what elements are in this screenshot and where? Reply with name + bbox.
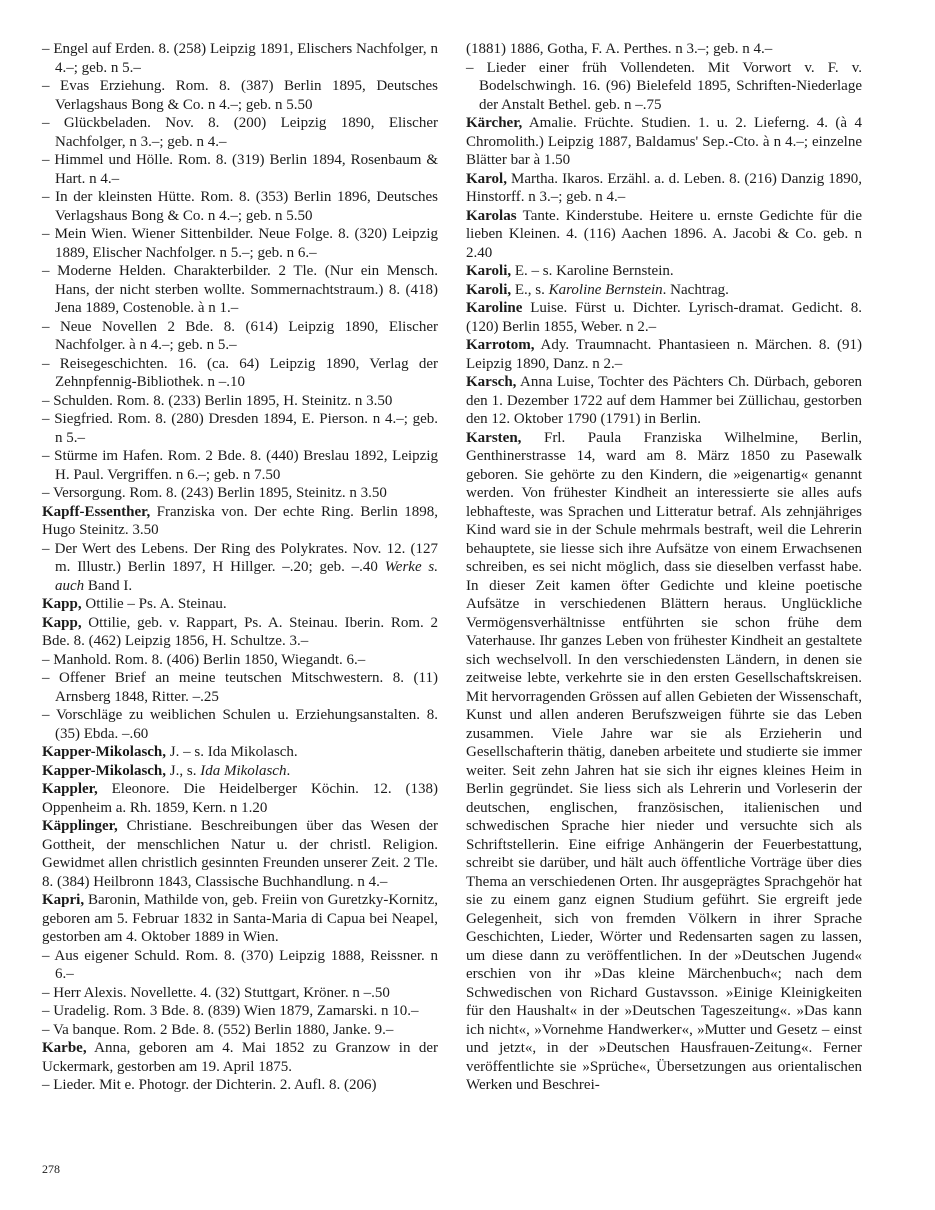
author-entry [42, 595, 438, 614]
author-entry [42, 1039, 438, 1076]
author-entry [42, 614, 438, 651]
column-left [42, 40, 438, 1095]
work-entry [42, 1002, 438, 1021]
work-entry [42, 1021, 438, 1040]
work-entry [42, 355, 438, 392]
entry-text: Amalie. Früchte. Studien. 1. u. 2. Lieferng. 4. (à 4 Chromolith.) Leipzig 1887, Baldamus' Sep.-Cto. à n 4.–; einzelne Blätter bar à 1.50 [466, 115, 862, 168]
column-right [466, 40, 862, 1095]
entry-continuation [466, 40, 862, 59]
entry-text: – Va banque. Rom. 2 Bde. 8. (552) Berlin 1880, Janke. 9.– [42, 1021, 394, 1038]
entry-author-name: Karsch, [466, 374, 517, 390]
work-entry [42, 410, 438, 447]
entry-text: . [286, 762, 291, 779]
entry-text: – Vorschläge zu weiblichen Schulen u. Erziehungsanstalten. 8. (35) Ebda. –.60 [42, 707, 438, 742]
author-entry [42, 780, 438, 817]
entry-author-name: Käpplinger, [42, 818, 118, 834]
entry-author-name: Karsten, [466, 429, 522, 446]
entry-text: Ottilie – Ps. A. Steinau. [81, 596, 227, 612]
entry-text: – Neue Novellen 2 Bde. 8. (614) Leipzig 1890, Elischer Nachfolger. à n 4.–; geb. n 5.– [42, 318, 438, 353]
entry-text: – Lieder. Mit e. Photogr. der Dichterin. 2. Aufl. 8. (206) [42, 1077, 377, 1093]
text-columns [42, 40, 862, 1095]
author-entry [42, 817, 438, 891]
entry-text: – Mein Wien. Wiener Sittenbilder. Neue Folge. 8. (320) Leipzig 1889, Elischer Nachfolger. n 5.–; geb. n 6.– [42, 226, 438, 261]
entry-author-name: Karoline [466, 300, 523, 316]
author-entry [466, 262, 862, 281]
entry-text: Tante. Kinderstube. Heitere u. ernste Gedichte für die lieben Kleinen. 4. (116) Aachen 1896. A. Jacobi & Co. geb. n 2.40 [466, 207, 862, 261]
entry-text: J., s. [166, 762, 201, 779]
entry-text: – In der kleinsten Hütte. Rom. 8. (353) Berlin 1896, Deutsches Verlagshaus Bong & Co. n 4.–; geb. n 5.50 [42, 189, 438, 224]
work-entry [42, 225, 438, 262]
entry-author-name: Kapp, [42, 614, 82, 631]
entry-italic-text: Werke s. auch [55, 559, 438, 594]
entry-text: (1881) 1886, Gotha, F. A. Perthes. n 3.–; geb. n 4.– [466, 41, 773, 57]
entry-text: Baronin, Mathilde von, geb. Freiin von Guretzky-Kornitz, geboren am 5. Februar 1832 in Santa-Maria di Capua bei Neapel, gestorben am 4. Oktober 1889 in Wien. [42, 892, 438, 945]
entry-author-name: Kapp, [42, 596, 82, 612]
page-number: 278 [42, 1162, 60, 1176]
work-entry [42, 706, 438, 743]
entry-text: – Evas Erziehung. Rom. 8. (387) Berlin 1895, Deutsches Verlagshaus Bong & Co. n 4.–; geb. n 5.50 [42, 78, 438, 113]
entry-author-name: Karbe, [42, 1040, 87, 1056]
entry-author-name: Kapper-Mikolasch, [42, 762, 167, 779]
entry-text: E., s. [511, 281, 549, 298]
entry-text: – Herr Alexis. Novellette. 4. (32) Stuttgart, Kröner. n –.50 [42, 984, 390, 1001]
entry-text: Anna, geboren am 4. Mai 1852 zu Granzow in der Uckermark, gestorben am 19. April 1875. [42, 1040, 438, 1075]
author-entry [42, 503, 438, 540]
entry-text: Anna Luise, Tochter des Pächters Ch. Dürbach, geboren den 1. Dezember 1722 auf dem Hammer bei Züllichau, gestorben den 12. Oktober 1790 (1791) in Berlin. [466, 374, 862, 427]
entry-text: Ottilie, geb. v. Rappart, Ps. A. Steinau. Iberin. Rom. 2 Bde. 8. (462) Leipzig 1856, H. Schultze. 3.– [42, 614, 438, 649]
author-entry [42, 891, 438, 947]
author-entry [466, 299, 862, 336]
entry-text: – Himmel und Hölle. Rom. 8. (319) Berlin 1894, Rosenbaum & Hart. n 4.– [42, 152, 438, 187]
entry-text: – Lieder einer früh Vollendeten. Mit Vorwort v. F. v. Bodelschwingh. 16. (96) Bielefeld 1895, Schriften-Niederlage der Anstalt Bethel. geb. n –.75 [466, 59, 862, 113]
entry-author-name: Kapff-Essenther, [42, 503, 151, 520]
work-entry [466, 59, 862, 115]
entry-text: Ady. Traumnacht. Phantasieen n. Märchen. 8. (91) Leipzig 1890, Danz. n 2.– [466, 337, 862, 372]
entry-author-name: Kapri, [42, 892, 85, 908]
entry-author-name: Karoli, [466, 263, 512, 279]
entry-text: – Aus eigener Schuld. Rom. 8. (370) Leipzig 1888, Reissner. n 6.– [42, 947, 438, 982]
work-entry [42, 947, 438, 984]
entry-author-name: Karol, [466, 170, 507, 187]
work-entry [42, 392, 438, 411]
entry-text: E. – s. Karoline Bernstein. [511, 263, 674, 279]
entry-text: – Stürme im Hafen. Rom. 2 Bde. 8. (440) Breslau 1892, Leipzig H. Paul. Vergriffen. n 6.–; geb. n 7.50 [42, 448, 438, 483]
work-entry [42, 188, 438, 225]
entry-author-name: Kärcher, [466, 115, 523, 131]
entry-text: Christiane. Beschreibungen über das Wesen der Gottheit, der menschlichen Natur u. der christl. Religion. Gewidmet allen christlich gesinnten Freunden unserer Zeit. 2 Tle. 8. (384) Heilbronn 1843, Classische Buchhandlung. n 4.– [42, 818, 438, 890]
work-entry [42, 262, 438, 318]
work-entry [42, 151, 438, 188]
entry-text: Martha. Ikaros. Erzähl. a. d. Leben. 8. (216) Danzig 1890, Hinstorff. n 3.–; geb. n 4.– [466, 170, 862, 205]
entry-text: – Siegfried. Rom. 8. (280) Dresden 1894, E. Pierson. n 4.–; geb. n 5.– [42, 411, 438, 446]
entry-text: – Offener Brief an meine teutschen Mitschwestern. 8. (11) Arnsberg 1848, Ritter. –.25 [42, 670, 438, 705]
work-entry [42, 447, 438, 484]
entry-author-name: Karoli, [466, 281, 512, 298]
author-entry [466, 207, 862, 263]
entry-text: Franziska von. Der echte Ring. Berlin 1898, Hugo Steinitz. 3.50 [42, 503, 438, 538]
entry-text: – Glückbeladen. Nov. 8. (200) Leipzig 1890, Elischer Nachfolger, n 3.–; geb. n 4.– [42, 115, 438, 150]
entry-italic-text: Ida Mikolasch [200, 762, 287, 779]
work-entry [42, 40, 438, 77]
author-entry [42, 743, 438, 762]
entry-text: – Der Wert des Lebens. Der Ring des Polykrates. Nov. 12. (127 m. Illustr.) Berlin 1897, H Hillger. –.20; geb. –.40 [42, 540, 438, 575]
work-entry [42, 651, 438, 670]
entry-text: – Versorgung. Rom. 8. (243) Berlin 1895, Steinitz. n 3.50 [42, 485, 387, 501]
author-entry [466, 114, 862, 170]
author-entry [466, 336, 862, 373]
author-entry [466, 281, 862, 300]
author-entry [466, 170, 862, 207]
entry-text: . Nachtrag. [662, 281, 729, 298]
author-entry [42, 762, 438, 781]
entry-text: – Reisegeschichten. 16. (ca. 64) Leipzig 1890, Verlag der Zehnpfennig-Bibliothek. n –.10 [42, 355, 438, 390]
entry-text: J. – s. Ida Mikolasch. [166, 744, 298, 760]
work-entry [42, 540, 438, 596]
entry-author-name: Karrotom, [466, 337, 535, 353]
work-entry [42, 984, 438, 1003]
entry-italic-text: Karoline Bernstein [548, 281, 663, 298]
work-entry [42, 77, 438, 114]
entry-text: – Engel auf Erden. 8. (258) Leipzig 1891, Elischers Nachfolger, n 4.–; geb. n 5.– [42, 41, 438, 76]
entry-author-name: Karolas [466, 207, 517, 224]
entry-text: – Uradelig. Rom. 3 Bde. 8. (839) Wien 1879, Zamarski. n 10.– [42, 1003, 419, 1019]
entry-text: – Schulden. Rom. 8. (233) Berlin 1895, H. Steinitz. n 3.50 [42, 392, 393, 409]
entry-text: – Moderne Helden. Charakterbilder. 2 Tle. (Nur ein Mensch. Hans, der nicht sterben wollte. Sommernachtstraum.) 8. (418) Jena 1889, Costenoble. à n 1.– [42, 263, 438, 316]
author-entry [466, 429, 862, 1095]
entry-text: Luise. Fürst u. Dichter. Lyrisch-dramat. Gedicht. 8. (120) Berlin 1855, Weber. n 2.– [466, 300, 862, 335]
entry-text: – Manhold. Rom. 8. (406) Berlin 1850, Wiegandt. 6.– [42, 651, 366, 668]
work-entry [42, 484, 438, 503]
work-entry [42, 318, 438, 355]
work-entry [42, 669, 438, 706]
author-entry [466, 373, 862, 429]
entry-author-name: Kapper-Mikolasch, [42, 744, 167, 760]
entry-text: Band I. [84, 577, 133, 594]
entry-text: Frl. Paula Franziska Wilhelmine, Berlin, Genthinerstrasse 14, ward am 8. März 1850 zu Pasewalk geboren. Sie gehörte zu den Kindern, die »eigenartig« genannt werden. Von frühester Kindheit an interessierte sie alles aufs lebhafteste, was Sprachen und Litteratur betraf. Als zehnjähriges Kind ward sie in der Schule mehrmals bestraft, weil die Lehrerin behauptete, sie liesse sich ihre Aufsätze von einem Erwachsenen schreiben, es sei nicht möglich, dass sie dieselben verfasst habe. In dieser Zeit kamen öfter Gedichte und kleine poetische Aufsätze in verschiedenen Blättern heraus. Unglückliche Vermögensverhältnisse entführten sie schon frühe dem Vaterhause. Ihr ganzes Leben von frühester Kindheit an gestaltete sich wechselvoll. In den verschiedensten Ländern, in denen sie zeitweise lebte, verkehrte sie in den ersten Gesellschaftskreisen. Mit hervorragenden Grössen auf allen Gebieten der Wissenschaft, Kunst und allen anderen Berufszweigen führte sie das Leben zusammen. Viele Jahre war sie als Erzieherin und Gesellschafterin thätig, daneben arbeitete und studierte sie immer weiter. Seit zehn Jahren hat sie sich ihr eignes kleines Heim in Berlin gegründet. Sie liess sich als Lehrerin und Vorleserin der deutschen, englischen, französischen, italienischen und schwedischen Sprache hier nieder und versuchte sich als Schriftstellerin. Eine eifrige Anhängerin der Feuerbestattung, schreibt sie darüber, und hält auch öffentliche Vorträge über dies Thema an verschiedenen Orten. Ihr ausgeprägtes Sprachgehör hat sie zu einem ganz eignen Studium geführt. Sie ergreift jede Gelegenheit, sich von fremden Völkern in ihrer Sprache Geschichten, Lieder, Wörter und Redensarten sagen zu lassen, um diese dann zu veröffentlichen. In der »Deutschen Jugend« erschien von ihr »Das kleine Märchenbuch«; nach dem Schwedischen von Richard Gustavsson. »Einige Kleinigkeiten für den Haushalt« in der »Deutschen Tageszeitung«. »Das kann ich nicht«, »Vornehme Handwerker«, »Mutter und Gesetz – einst und jetzt«, in der »Deutschen Hausfrauen-Zeitung«. Ferner veröffentlichte sie »Sprüche«, Übersetzungen aus orientalischen Werken und Beschrei- [466, 429, 862, 1093]
entry-text: Eleonore. Die Heidelberger Köchin. 12. (138) Oppenheim a. Rh. 1859, Kern. n 1.20 [42, 781, 438, 816]
work-entry [42, 114, 438, 151]
entry-author-name: Kappler, [42, 781, 98, 797]
work-entry [42, 1076, 438, 1095]
